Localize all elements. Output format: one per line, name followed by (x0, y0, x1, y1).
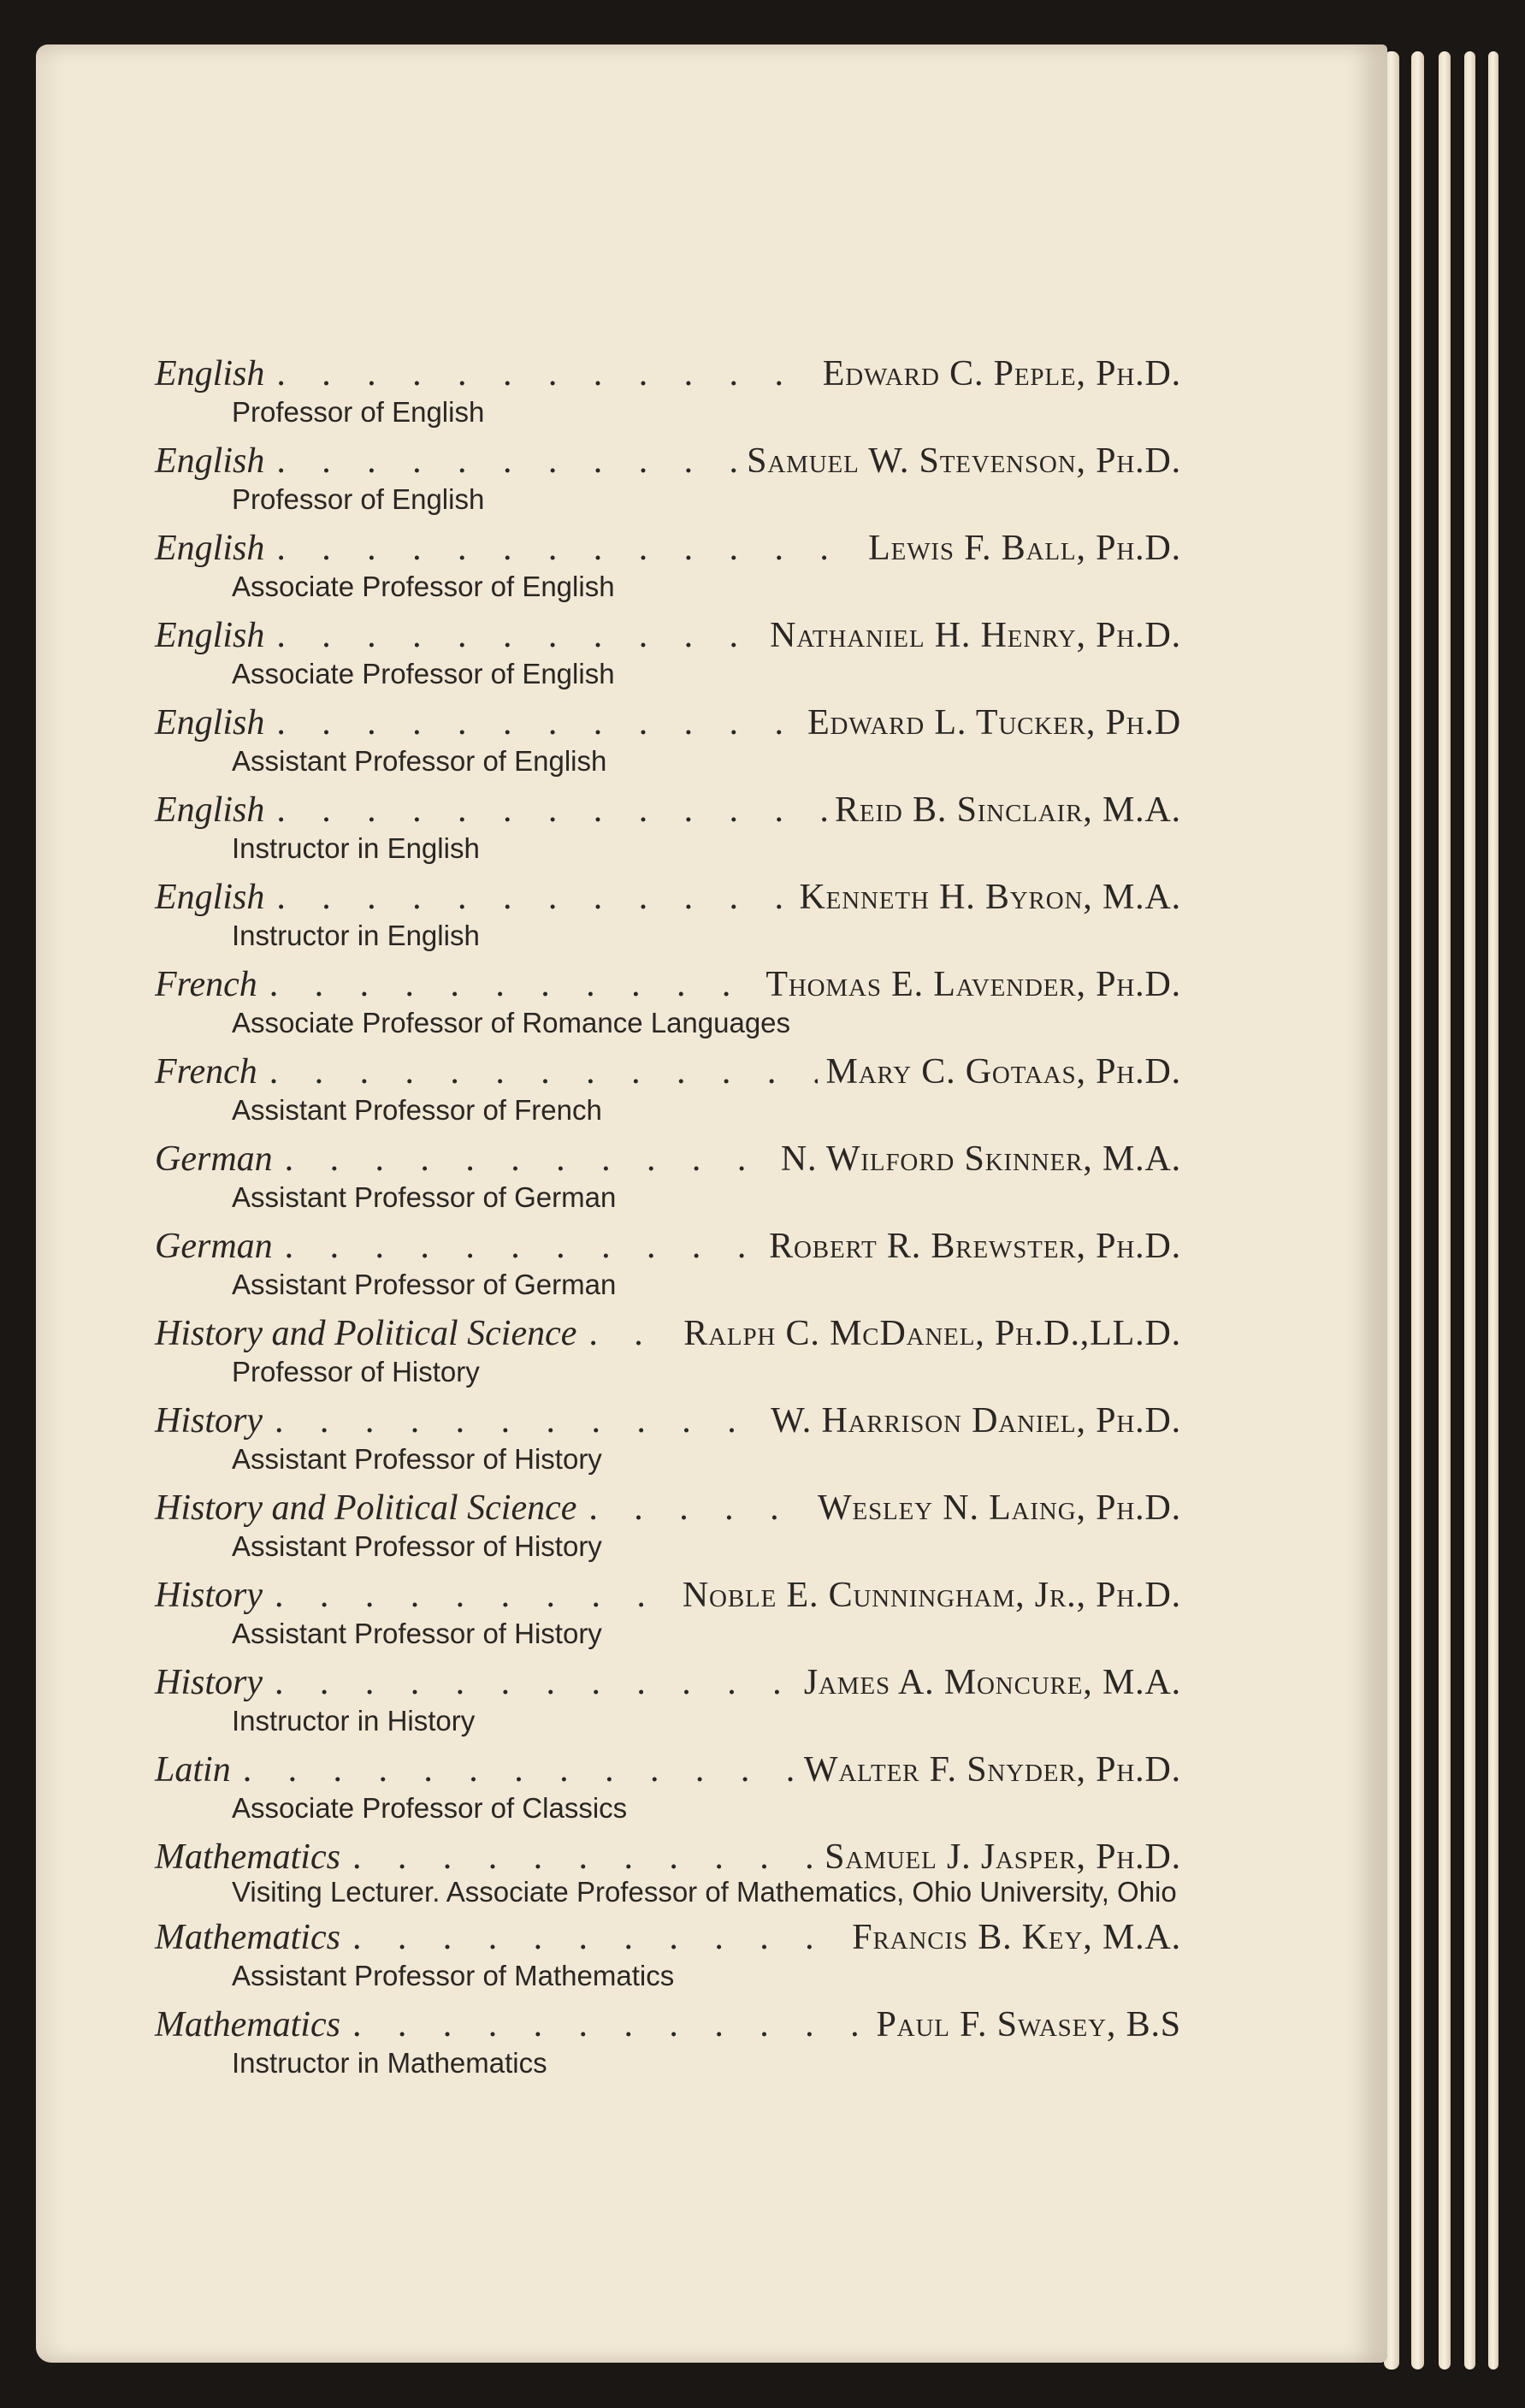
faculty-entry-11 (155, 1225, 1181, 1302)
dot-leader (276, 352, 813, 395)
department-label: Mathematics (155, 1918, 340, 1957)
faculty-title: Associate Professor of English (232, 571, 615, 602)
department-label: English (155, 441, 265, 481)
faculty-title: Assistant Professor of Mathematics (232, 1960, 675, 1991)
dot-leader (285, 1138, 772, 1180)
entry-line-1 (155, 352, 1181, 395)
faculty-name: Paul F. Swasey, B.S (876, 2005, 1181, 2044)
faculty-entry-6 (155, 789, 1181, 866)
faculty-name: Mary C. Gotaas, Ph.D. (825, 1052, 1181, 1092)
department-label: Latin (155, 1750, 231, 1790)
faculty-name: Thomas E. Lavender, Ph.D. (765, 965, 1181, 1004)
faculty-entry-5 (155, 701, 1181, 778)
faculty-name: Francis B. Key, M.A. (852, 1918, 1181, 1957)
page-edge-5 (1488, 51, 1498, 2370)
faculty-name: Robert R. Brewster, Ph.D. (769, 1227, 1181, 1266)
department-label: English (155, 878, 265, 917)
faculty-name: Nathaniel H. Henry, Ph.D. (770, 616, 1181, 655)
entry-line-7 (155, 876, 1181, 919)
department-label: History and Political Science (155, 1314, 577, 1353)
page-edge-2 (1411, 51, 1424, 2370)
faculty-entry-13 (155, 1399, 1181, 1476)
dot-leader (276, 789, 826, 831)
faculty-name: Lewis F. Ball, Ph.D. (868, 529, 1181, 568)
faculty-title: Visiting Lecturer. Associate Professor of Mathematics, Ohio University, Ohio (232, 1876, 1177, 1908)
faculty-entry-4 (155, 614, 1181, 691)
entry-line-14 (155, 1487, 1181, 1529)
department-label: English (155, 616, 265, 655)
faculty-entry-12 (155, 1312, 1181, 1389)
faculty-title: Instructor in English (232, 832, 480, 864)
department-label: History (155, 1576, 263, 1615)
department-label: German (155, 1227, 273, 1266)
dot-leader (275, 1574, 674, 1617)
faculty-name: Edward C. Peple, Ph.D. (822, 354, 1181, 393)
dot-leader (276, 876, 790, 919)
dot-leader (285, 1225, 761, 1268)
dot-leader (269, 1050, 818, 1093)
department-label: English (155, 703, 265, 743)
department-label: English (155, 354, 265, 393)
entry-line-19 (155, 1916, 1181, 1959)
faculty-entry-18 (155, 1836, 1181, 1906)
faculty-title: Assistant Professor of German (232, 1181, 617, 1213)
faculty-entry-2 (155, 440, 1181, 517)
faculty-title: Assistant Professor of German (232, 1269, 617, 1300)
faculty-name: W. Harrison Daniel, Ph.D. (771, 1401, 1181, 1441)
faculty-name: N. Wilford Skinner, M.A. (780, 1139, 1181, 1179)
faculty-title: Assistant Professor of History (232, 1530, 602, 1562)
department-label: German (155, 1139, 273, 1179)
dot-leader (275, 1661, 795, 1704)
department-label: French (155, 965, 257, 1004)
dot-leader (276, 527, 860, 570)
entry-line-18 (155, 1836, 1181, 1878)
faculty-entry-14 (155, 1487, 1181, 1564)
entry-line-15 (155, 1574, 1181, 1617)
dot-leader (243, 1748, 795, 1791)
faculty-name: James A. Moncure, M.A. (803, 1663, 1181, 1702)
faculty-entry-20 (155, 2003, 1181, 2080)
faculty-entry-3 (155, 527, 1181, 604)
faculty-name: Edward L. Tucker, Ph.D (807, 703, 1181, 743)
faculty-entry-19 (155, 1916, 1181, 1993)
faculty-title: Professor of English (232, 483, 485, 515)
faculty-name: Samuel W. Stevenson, Ph.D. (747, 441, 1181, 481)
entry-line-12 (155, 1312, 1181, 1355)
dot-leader (276, 440, 738, 482)
faculty-entry-8 (155, 963, 1181, 1040)
department-label: History and Political Science (155, 1488, 577, 1528)
entry-line-20 (155, 2003, 1181, 2046)
faculty-entry-10 (155, 1138, 1181, 1215)
faculty-entry-16 (155, 1661, 1181, 1738)
faculty-entry-1 (155, 352, 1181, 429)
entry-line-5 (155, 701, 1181, 744)
dot-leader (275, 1399, 762, 1442)
faculty-title: Assistant Professor of English (232, 745, 607, 777)
faculty-name: Reid B. Sinclair, M.A. (835, 790, 1181, 830)
faculty-title: Instructor in History (232, 1705, 476, 1736)
faculty-title: Assistant Professor of History (232, 1618, 602, 1649)
department-label: Mathematics (155, 1837, 340, 1877)
faculty-name: Walter F. Snyder, Ph.D. (803, 1750, 1181, 1790)
dot-leader (276, 614, 761, 657)
faculty-title: Associate Professor of Classics (232, 1792, 628, 1824)
faculty-entry-17 (155, 1748, 1181, 1825)
entry-line-10 (155, 1138, 1181, 1180)
faculty-name: Noble E. Cunningham, Jr., Ph.D. (682, 1576, 1181, 1615)
entry-line-4 (155, 614, 1181, 657)
faculty-title: Associate Professor of Romance Languages (232, 1007, 791, 1038)
entry-line-13 (155, 1399, 1181, 1442)
faculty-name: Ralph C. McDanel, Ph.D.,LL.D. (683, 1314, 1181, 1353)
faculty-name: Wesley N. Laing, Ph.D. (818, 1488, 1181, 1528)
faculty-title: Assistant Professor of French (232, 1094, 602, 1126)
entry-line-11 (155, 1225, 1181, 1268)
page-edge-4 (1464, 51, 1475, 2370)
faculty-title: Instructor in Mathematics (232, 2047, 547, 2079)
department-label: Mathematics (155, 2005, 340, 2044)
faculty-entry-7 (155, 876, 1181, 953)
faculty-title: Assistant Professor of History (232, 1443, 602, 1475)
entry-line-6 (155, 789, 1181, 831)
department-label: English (155, 529, 265, 568)
faculty-entry-9 (155, 1050, 1181, 1127)
entry-line-8 (155, 963, 1181, 1006)
dot-leader (352, 1836, 816, 1878)
document-page (36, 44, 1387, 2363)
entry-line-17 (155, 1748, 1181, 1791)
entry-line-3 (155, 527, 1181, 570)
dot-leader (352, 2003, 868, 2046)
entry-line-9 (155, 1050, 1181, 1093)
faculty-name: Kenneth H. Byron, M.A. (799, 878, 1181, 917)
department-label: French (155, 1052, 257, 1092)
dot-leader (352, 1916, 843, 1959)
department-label: History (155, 1663, 263, 1702)
department-label: History (155, 1401, 263, 1441)
department-label: English (155, 790, 265, 830)
dot-leader (588, 1312, 675, 1355)
dot-leader (588, 1487, 809, 1529)
dot-leader (276, 701, 799, 744)
page-edge-3 (1439, 51, 1451, 2370)
faculty-entry-15 (155, 1574, 1181, 1651)
faculty-list (155, 352, 1181, 2080)
faculty-title: Instructor in English (232, 920, 480, 951)
faculty-title: Associate Professor of English (232, 658, 615, 689)
entry-line-16 (155, 1661, 1181, 1704)
entry-line-2 (155, 440, 1181, 482)
dot-leader (269, 963, 758, 1006)
faculty-title: Professor of History (232, 1356, 480, 1387)
faculty-name: Samuel J. Jasper, Ph.D. (825, 1837, 1181, 1877)
faculty-title: Professor of English (232, 396, 485, 428)
